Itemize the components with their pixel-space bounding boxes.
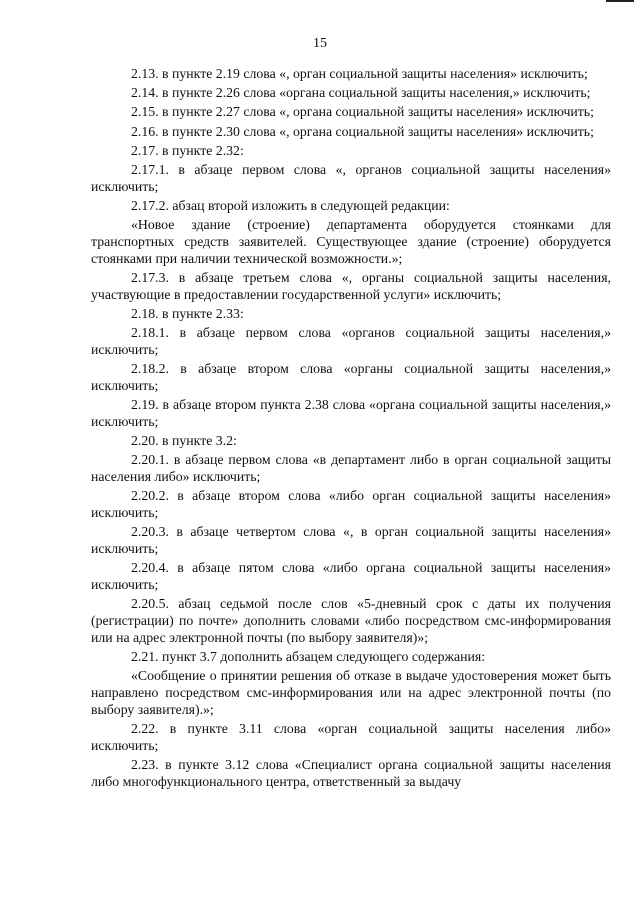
paragraph-2-17-1: 2.17.1. в абзаце первом слова «, органов социальной защиты населения» исключить;	[91, 161, 611, 194]
paragraph-2-14: 2.14. в пункте 2.26 слова «органа социальной защиты населения,» исключить;	[131, 85, 591, 101]
paragraph-2-20-1: 2.20.1. в абзаце первом слова «в департамент либо в орган социальной защиты населения либо» исключить;	[91, 452, 611, 484]
paragraph-2-16: 2.16. в пункте 2.30 слова «, органа социальной защиты населения» исключить;	[131, 123, 594, 139]
paragraph-2-17: 2.17. в пункте 2.32:	[131, 142, 244, 158]
quoted-text-new-building: «Новое здание (строение) департамента оборудуется стоянками для транспортных средств заявителей. Существующее здание (строение) оборудуется стоянками при наличии технической возможности.»;	[91, 217, 611, 266]
quoted-text-refusal-notice: «Сообщение о принятии решения об отказе в выдаче удостоверения может быть направлено посредством смс-информирования или на адрес электронной почты (по выбору заявителя).»;	[91, 668, 611, 717]
paragraph-2-20-3: 2.20.3. в абзаце четвертом слова «, в орган социальной защиты населения» исключить;	[91, 524, 611, 556]
paragraph-2-17-3: 2.17.3. в абзаце третьем слова «, органы социальной защиты населения, участвующие в предоставлении государственной услуги» исключить;	[91, 269, 611, 302]
document-body	[91, 66, 611, 790]
paragraph-2-18: 2.18. в пункте 2.33:	[131, 305, 244, 321]
paragraph-2-20-4: 2.20.4. в абзаце пятом слова «либо органа социальной защиты населения» исключить;	[91, 560, 611, 592]
corner-scan-mark	[606, 0, 634, 2]
paragraph-2-18-2: 2.18.2. в абзаце втором слова «органы социальной защиты населения,» исключить;	[91, 361, 611, 393]
paragraph-2-15: 2.15. в пункте 2.27 слова «, органа социальной защиты населения» исключить;	[131, 104, 594, 120]
paragraph-2-23: 2.23. в пункте 3.12 слова «Специалист органа социальной защиты населения либо многофункционального центра, ответственный за выдачу	[91, 756, 611, 789]
paragraph-2-13: 2.13. в пункте 2.19 слова «, орган социальной защиты населения» исключить;	[131, 66, 588, 81]
paragraph-2-21: 2.21. пункт 3.7 дополнить абзацем следующего содержания:	[131, 648, 486, 664]
paragraph-2-20-2: 2.20.2. в абзаце втором слова «либо орган социальной защиты населения» исключить;	[91, 488, 611, 520]
paragraph-2-19: 2.19. в абзаце втором пункта 2.38 слова «органа социальной защиты населения,» исключить;	[91, 397, 611, 429]
paragraph-2-22: 2.22. в пункте 3.11 слова «орган социальной защиты населения либо» исключить;	[91, 720, 611, 753]
page-number: 15	[313, 36, 327, 51]
paragraph-2-18-1: 2.18.1. в абзаце первом слова «органов социальной защиты населения,» исключить;	[91, 325, 611, 357]
paragraph-2-17-2: 2.17.2. абзац второй изложить в следующей редакции:	[131, 197, 450, 213]
paragraph-2-20: 2.20. в пункте 3.2:	[131, 433, 237, 449]
paragraph-2-20-5: 2.20.5. абзац седьмой после слов «5-дневный срок с даты их получения (регистрации) по почте» дополнить словами «либо посредством смс-информирования или на адрес электронной почты (по выбору заявителя)»;	[91, 596, 611, 645]
